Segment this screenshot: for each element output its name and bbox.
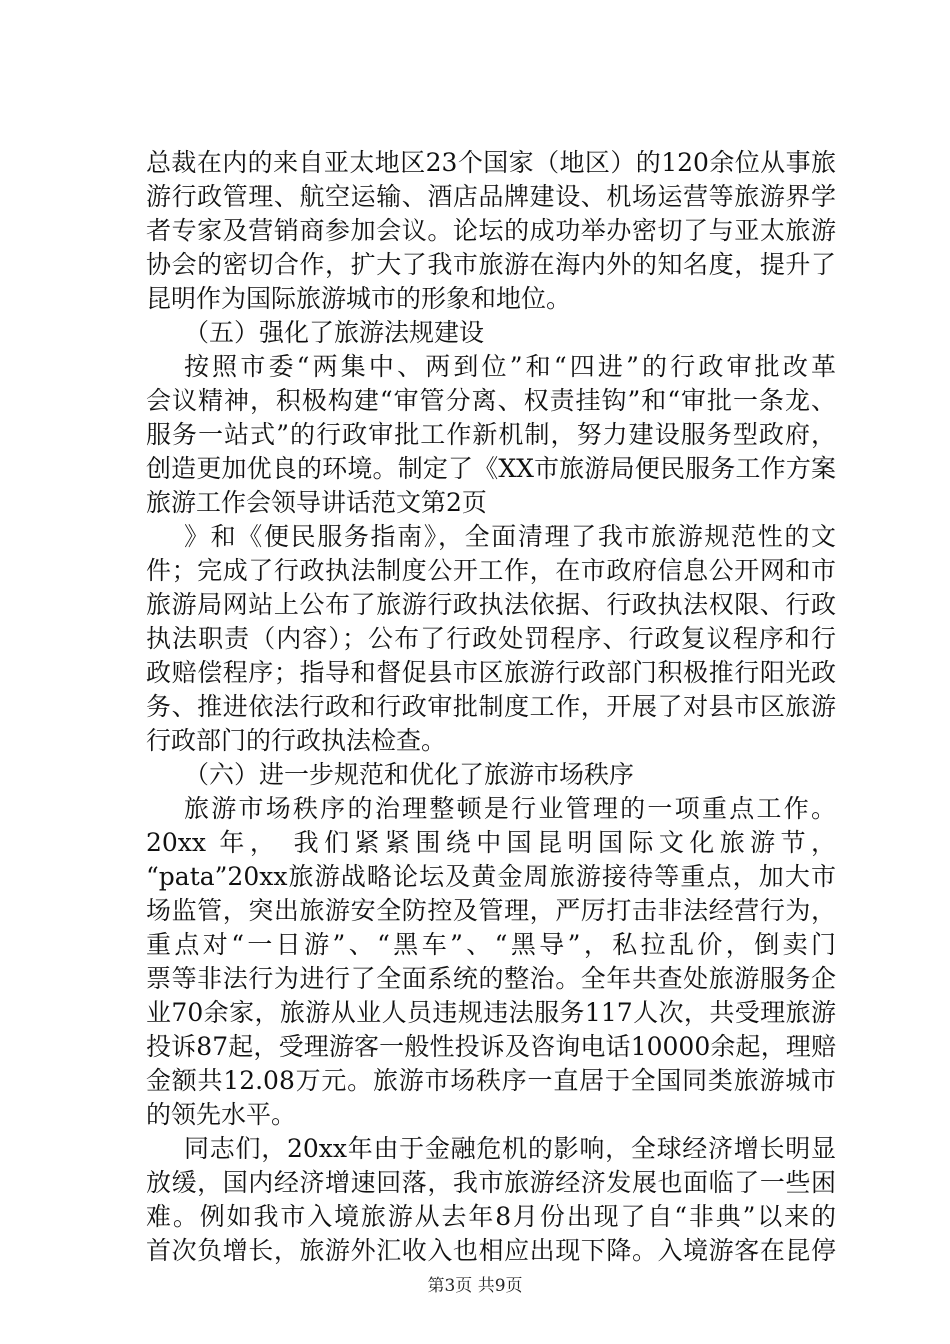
paragraph-forum-summary [146, 146, 836, 316]
text-line: 政赔偿程序；指导和督促县市区旅游行政部门积极推行阳光政 [146, 658, 836, 687]
paragraph-administrative-approval [146, 350, 836, 520]
text-line: 总裁在内的来自亚太地区23个国家（地区）的120余位从事旅 [146, 148, 836, 177]
text-line: 难。例如我市入境旅游从去年8月份出现了自“非典”以来的 [146, 1202, 836, 1231]
paragraph-service-guide [146, 520, 836, 758]
section-heading-five [146, 316, 836, 350]
section-heading: （六）进一步规范和优化了旅游市场秩序 [184, 760, 635, 789]
text-line: 同志们，20xx年由于金融危机的影响，全球经济增长明显 [184, 1134, 836, 1163]
text-line: 会议精神，积极构建“审管分离、权责挂钩”和“审批一条龙、 [146, 386, 836, 415]
text-line: 放缓，国内经济增速回落，我市旅游经济发展也面临了一些困 [146, 1168, 836, 1197]
text-line: 昆明作为国际旅游城市的形象和地位。 [146, 284, 572, 313]
text-line: 行政部门的行政执法检查。 [146, 726, 447, 755]
text-line: 金额共12.08万元。旅游市场秩序一直居于全国同类旅游城市 [146, 1066, 836, 1095]
paragraph-market-order [146, 792, 836, 1132]
section-heading: （五）强化了旅游法规建设 [184, 318, 485, 347]
text-line: “pata”20xx旅游战略论坛及黄金周旅游接待等重点，加大市 [146, 862, 836, 891]
text-line: 旅游工作会领导讲话范文第2页 [146, 488, 487, 517]
text-line: 的领先水平。 [146, 1100, 297, 1129]
text-line: 务、推进依法行政和行政审批制度工作，开展了对县市区旅游 [146, 692, 836, 721]
text-line: 票等非法行为进行了全面系统的整治。全年共查处旅游服务企 [146, 964, 836, 993]
text-line: 旅游局网站上公布了旅游行政执法依据、行政执法权限、行政 [146, 590, 836, 619]
text-line: 件；完成了行政执法制度公开工作，在市政府信息公开网和市 [146, 556, 836, 585]
document-body [146, 146, 836, 1268]
text-line: 投诉87起，受理游客一般性投诉及咨询电话10000余起，理赔 [146, 1032, 836, 1061]
text-line: 旅游市场秩序的治理整顿是行业管理的一项重点工作。 [184, 794, 836, 823]
text-line: 游行政管理、航空运输、酒店品牌建设、机场运营等旅游界学 [146, 182, 836, 211]
text-line: 执法职责（内容）；公布了行政处罚程序、行政复议程序和行 [146, 624, 836, 653]
paragraph-comrades [146, 1132, 836, 1268]
text-line: 创造更加优良的环境。制定了《XX市旅游局便民服务工作方案 [146, 454, 836, 483]
text-line: 者专家及营销商参加会议。论坛的成功举办密切了与亚太旅游 [146, 216, 836, 245]
text-line: 首次负增长，旅游外汇收入也相应出现下降。入境游客在昆停 [146, 1236, 836, 1265]
text-line: 场监管，突出旅游安全防控及管理，严厉打击非法经营行为， [146, 896, 836, 925]
text-line: 按照市委“两集中、两到位”和“四进”的行政审批改革 [184, 352, 836, 381]
text-line: 》和《便民服务指南》，全面清理了我市旅游规范性的文 [184, 522, 836, 551]
text-line: 20xx 年， 我们紧紧围绕中国昆明国际文化旅游节， [146, 828, 836, 857]
section-heading-six [146, 758, 836, 792]
text-line: 协会的密切合作，扩大了我市旅游在海内外的知名度，提升了 [146, 250, 836, 279]
text-line: 重点对“一日游”、“黑车”、“黑导”，私拉乱价，倒卖门 [146, 930, 836, 959]
text-line: 业70余家，旅游从业人员违规违法服务117人次，共受理旅游 [146, 998, 836, 1027]
page-number-footer: 第3页 共9页 [427, 1276, 523, 1296]
text-line: 服务一站式”的行政审批工作新机制，努力建设服务型政府， [146, 420, 836, 449]
